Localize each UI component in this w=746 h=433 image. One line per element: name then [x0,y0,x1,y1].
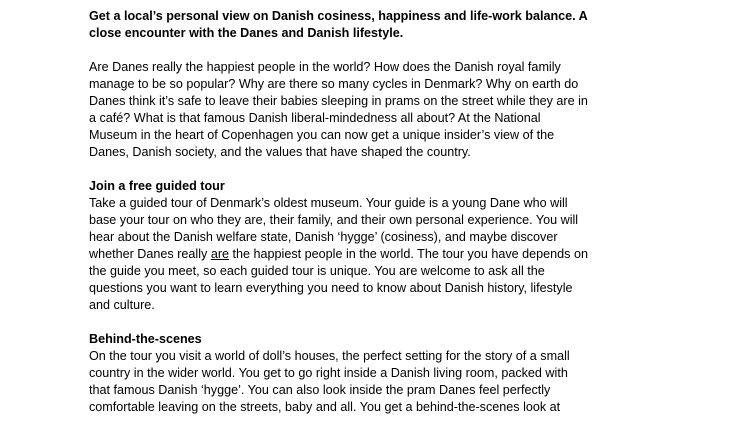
document-page [89,8,589,433]
section-heading-guided-tour: Join a free guided tour [89,179,225,193]
underlined-word: are [210,247,230,261]
behind-the-scenes-paragraph: On the tour you visit a world of doll’s houses, the perfect setting for the story of a small country in the wider world. You get to go right inside a Danish living room, packed with that famous Danish ‘hygge’. You can also look inside the pram Danes feel perfectly comfortable leaving on the streets, baby and all. You get a behind-the-scenes look at [89,349,570,414]
guided-tour-paragraph [89,195,589,314]
intro-text: Get a local’s personal view on Danish cosiness, happiness and life-work balance. A close encounter with the Danes and Danish lifestyle. [89,9,588,40]
section-heading-behind-the-scenes: Behind-the-scenes [89,332,202,346]
intro-paragraph: Are Danes really the happiest people in the world? How does the Danish royal family manage to be so popular? Why are there so many cycles in Denmark? Why on earth do Danes think it’s safe to leave their babies sleeping in prams on the street while they are in a café? What is that famous Danish liberal-mindedness all about? At the National Museum in the heart of Copenhagen you can now get a unique insider’s view of the Danes, Danish society, and the values that have shaped the country. [89,60,588,159]
guided-tour-text-after: the happiest people in the world. The tour you have depends on the guide you meet, so each guided tour is unique. You are welcome to ask all the questions you want to learn everything you need to know about Danish history, lifestyle and culture. [89,247,588,312]
guided-tour-text-before: Take a guided tour of Denmark’s oldest museum. Your guide is a young Dane who will base your tour on who they are, their family, and their own personal experience. You will hear about the Danish welfare state, Danish ‘hygge’ (cosiness), and maybe discover whether Danes really [89,196,579,261]
